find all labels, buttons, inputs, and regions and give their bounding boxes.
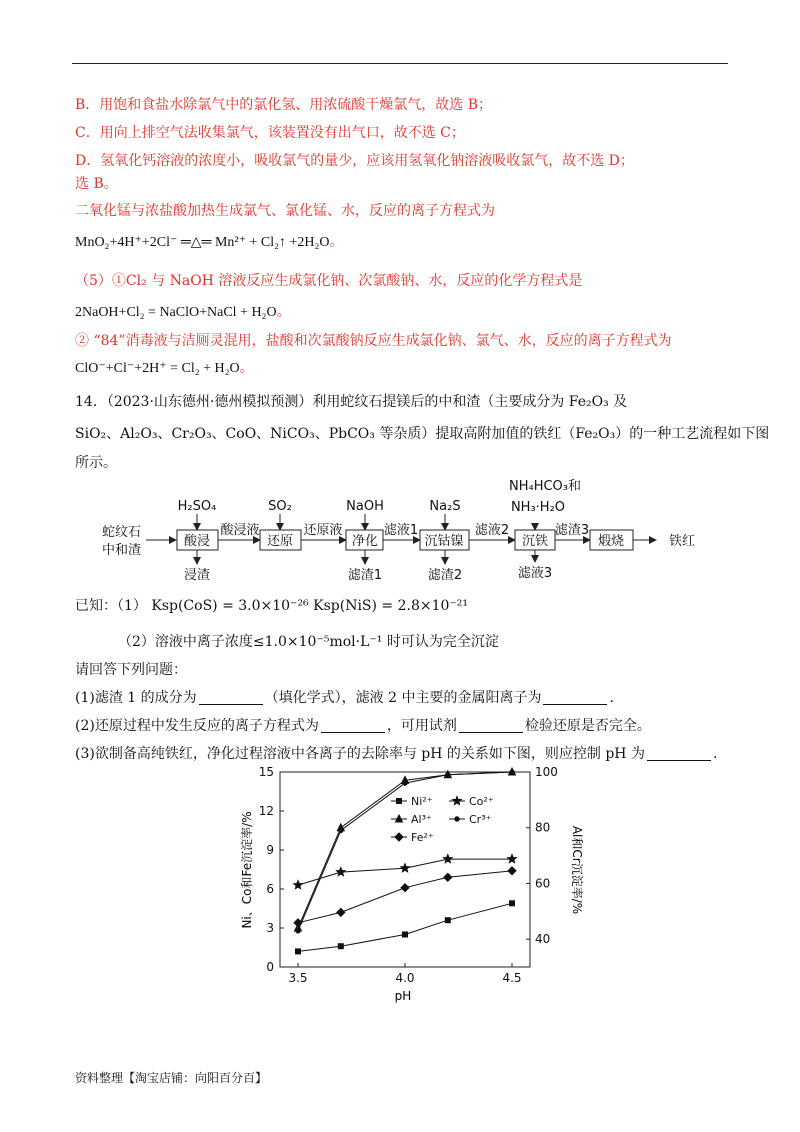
y-right-tick-label: 80: [535, 820, 551, 835]
stream-label: 滤液1: [383, 523, 419, 538]
reagent-label: NH₃·H₂O: [510, 500, 566, 515]
reagent-label: NaOH: [346, 499, 384, 514]
legend-item: [391, 795, 433, 808]
answer-choice: 选 B。: [75, 176, 118, 192]
data-point: [397, 799, 402, 804]
answer-option-b: B．用饱和食盐水除氯气中的氯化氢、用浓硫酸干燥氯气，故选 B；: [75, 97, 493, 113]
part5-second: ② “84”消毒液与洁厕灵混用，盐酸和次氯酸钠反应生成氯化钠、氯气、水，反应的离子方程式为: [75, 333, 672, 349]
legend-label: Co²⁺: [469, 795, 494, 808]
sub-question-2: (2)还原过程中发生反应的离子方程式为 ，可用试剂 检验还原是否完全。: [75, 718, 651, 734]
data-point: [455, 817, 459, 821]
data-point: [395, 833, 403, 841]
equation-2: 2NaOH+Cl₂ = NaClO+NaCl + H₂O。: [75, 304, 291, 320]
legend-item: [449, 813, 492, 826]
stream-label: 滤液2: [474, 523, 510, 538]
y-left-tick-label: 0: [266, 960, 274, 974]
residue-label: 滤渣1: [347, 568, 383, 583]
data-point: [403, 932, 408, 937]
series-0: [296, 901, 515, 954]
y-right-tick-label: 40: [535, 932, 551, 947]
instructions: 请回答下列问题：: [75, 662, 187, 678]
residue-label: 浸渣: [183, 568, 211, 583]
y-left-tick-label: 15: [258, 765, 274, 779]
data-point: [508, 867, 516, 875]
data-point: [401, 884, 409, 892]
header-rule: [72, 63, 728, 64]
question-14-line3: 所示。: [75, 455, 117, 471]
flow-start-line2: 中和渣: [102, 543, 142, 558]
flow-box-label: 煅烧: [597, 534, 625, 549]
legend-item: [391, 813, 432, 826]
flow-box-label: 沉铁: [521, 534, 549, 549]
x-tick-label: 3.5: [288, 971, 308, 985]
residue-label: 滤液3: [517, 566, 553, 581]
data-point: [296, 929, 300, 933]
reagent-label: NH₄HCO₃和: [508, 479, 582, 494]
answer-option-c: C．用向上排空气法收集氯气，该装置没有出气口，故不选 C；: [75, 125, 465, 141]
flow-box-label: 净化: [351, 534, 379, 549]
x-tick-label: 4.0: [395, 971, 415, 985]
sub-question-3: (3)欲制备高纯铁红，净化过程溶液中各离子的去除率与 pH 的关系如下图，则应控制 pH 为 .: [75, 746, 718, 762]
data-point: [444, 873, 452, 881]
question-14-line2: SiO₂、Al₂O₃、Cr₂O₃、CoO、NiCO₃、PbCO₃ 等杂质）提取高附加值的铁红（Fe₂O₃）的一种工艺流程如下图: [75, 426, 770, 442]
reagent-label: Na₂S: [429, 499, 461, 514]
answer-blank[interactable]: [199, 690, 263, 705]
series-line: [298, 871, 512, 923]
answer-blank[interactable]: [647, 746, 711, 761]
data-point: [403, 781, 407, 785]
y-left-tick-label: 3: [266, 921, 274, 935]
data-point: [446, 773, 450, 777]
legend-label: Fe²⁺: [411, 831, 434, 844]
data-point: [294, 919, 302, 927]
series-line: [298, 903, 512, 951]
answer-option-d: D．氢氧化钙溶液的浓度小，吸收氯气的量少，应该用氢氧化钠溶液吸收氯气，故不选 D；: [75, 153, 634, 169]
stream-label: 滤渣3: [554, 523, 590, 538]
y-left-axis-label: Ni、Co和Fe沉淀率/%: [240, 811, 254, 929]
y-right-tick-label: 60: [535, 876, 551, 891]
y-left-tick-label: 12: [258, 804, 274, 818]
data-point: [339, 828, 343, 832]
y-left-tick-label: 6: [266, 882, 274, 896]
legend-label: Cr³⁺: [469, 813, 492, 826]
data-point: [401, 864, 410, 872]
flow-box-label: 还原: [266, 534, 294, 549]
flow-box-label: 酸浸: [183, 534, 211, 549]
data-point: [508, 855, 517, 863]
answer-blank[interactable]: [321, 718, 385, 733]
stream-label: 铁红: [668, 534, 696, 549]
stream-label: 还原液: [303, 523, 343, 538]
reagent-label: SO₂: [268, 499, 292, 514]
reagent-label: H₂SO₄: [177, 499, 217, 514]
sub-question-1: (1)滤渣 1 的成分为 （填化学式），滤液 2 中主要的金属阳离子为 .: [75, 690, 614, 706]
flow-start-line1: 蛇纹石: [102, 525, 142, 540]
flow-box-label: 沉钴镍: [424, 534, 464, 549]
explanation-text: 二氧化锰与浓盐酸加热生成氯气、氯化锰、水，反应的离子方程式为: [75, 203, 495, 219]
answer-blank[interactable]: [459, 718, 523, 733]
footer-credit: 资料整理【淘宝店铺：向阳百分百】: [75, 1071, 268, 1085]
x-axis-label: pH: [394, 989, 412, 1003]
precipitation-rate-chart: [235, 760, 595, 1008]
data-point: [296, 949, 301, 954]
y-right-axis-label: Al和Cr沉淀率/%: [570, 825, 584, 915]
known-ksp: 已知：（1） Ksp(CoS) = 3.0×10⁻²⁶ Ksp(NiS) = 2.8×10⁻²¹: [75, 598, 469, 614]
data-point: [453, 797, 462, 805]
process-flow-diagram: [100, 478, 710, 588]
equation-3: ClO⁻+Cl⁻+2H⁺ = Cl₂ + H₂O。: [75, 360, 254, 376]
known-complete-precipitation: （2）溶液中离子浓度≤1.0×10⁻⁵mol·L⁻¹ 时可认为完全沉淀: [118, 634, 499, 650]
legend-label: Al³⁺: [411, 813, 432, 826]
answer-blank[interactable]: [543, 690, 607, 705]
stream-label: 酸浸液: [220, 523, 260, 538]
data-point: [445, 918, 450, 923]
x-tick-label: 4.5: [502, 971, 522, 985]
data-point: [337, 908, 345, 916]
residue-label: 滤渣2: [427, 568, 463, 583]
data-point: [294, 881, 303, 889]
data-point: [338, 944, 343, 949]
y-right-tick-label: 100: [535, 765, 558, 779]
legend-item: [391, 831, 434, 844]
question-14-line1: 14．（2023·山东德州·德州模拟预测）利用蛇纹石提镁后的中和渣（主要成分为 Fe₂O₃ 及: [75, 394, 628, 410]
legend-item: [449, 795, 494, 808]
series-2: [295, 768, 516, 931]
data-point: [510, 901, 515, 906]
data-point: [337, 868, 346, 876]
equation-1: MnO₂+4H⁺+2Cl⁻ ═△═ Mn²⁺ + Cl₂↑ +2H₂O。: [75, 234, 344, 250]
y-left-tick-label: 9: [266, 843, 274, 857]
data-point: [444, 855, 453, 863]
legend-label: Ni²⁺: [411, 795, 433, 808]
part5-intro: （5）①Cl₂ 与 NaOH 溶液反应生成氯化钠、次氯酸钠、水，反应的化学方程式是: [75, 273, 583, 289]
data-point: [510, 770, 514, 774]
